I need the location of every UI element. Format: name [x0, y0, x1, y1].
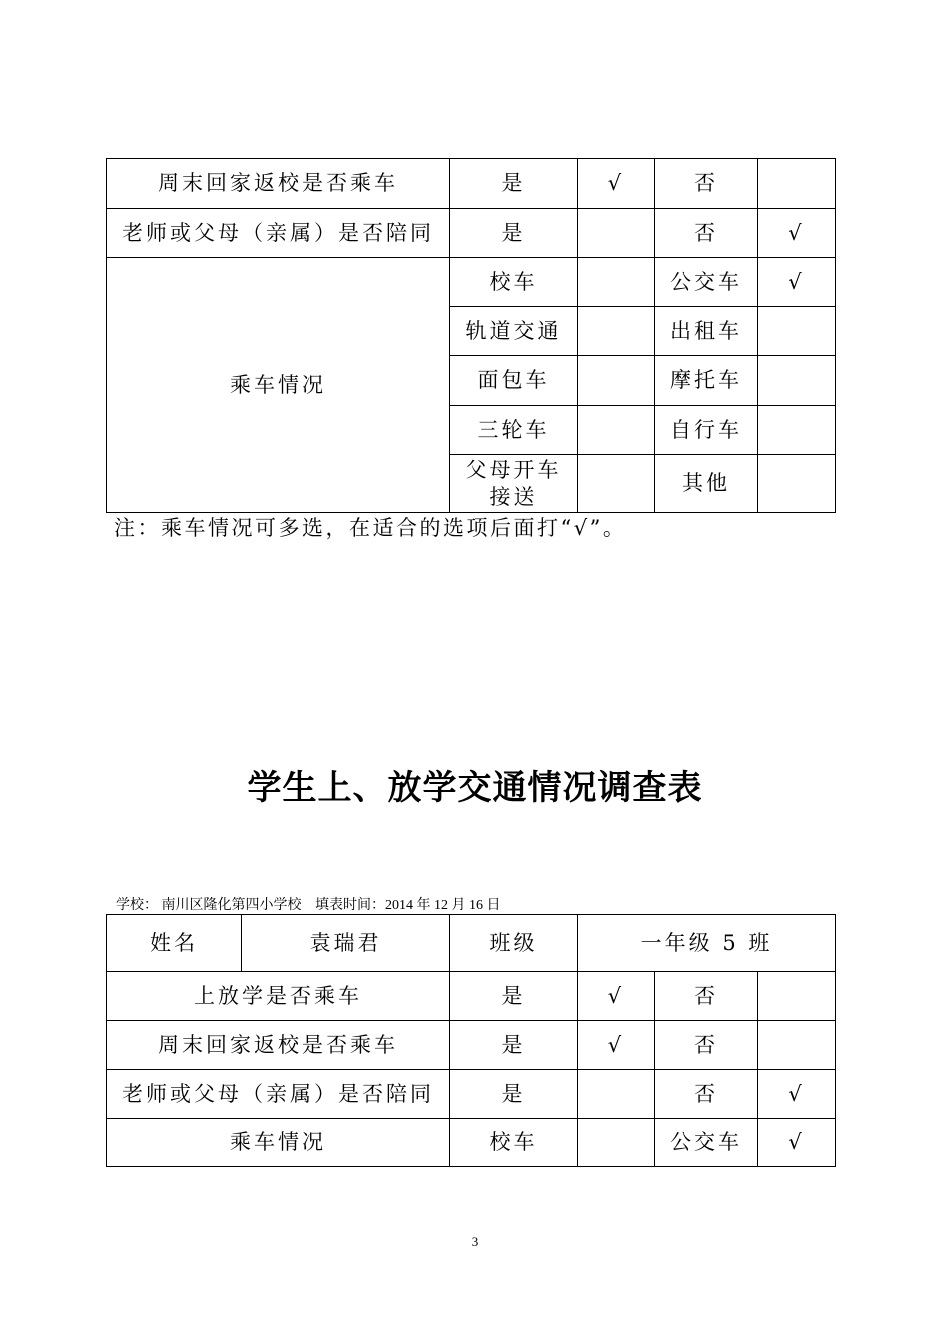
name-value[interactable]: 袁瑞君: [242, 915, 450, 972]
option-checkbox[interactable]: [758, 307, 836, 356]
option-label: 三轮车: [450, 406, 578, 455]
no-label: 否: [655, 972, 758, 1021]
option-label: 公交车: [655, 1119, 758, 1167]
option-label: 父母开车接送: [450, 455, 578, 513]
yes-checkbox[interactable]: √: [578, 1021, 655, 1070]
yes-checkbox[interactable]: √: [578, 972, 655, 1021]
table-row: [107, 258, 836, 307]
option-checkbox[interactable]: [578, 258, 655, 307]
no-checkbox[interactable]: [758, 1021, 836, 1070]
yes-label: 是: [450, 972, 578, 1021]
ride-situation-label: 乘车情况: [107, 258, 450, 513]
survey-table-continued: [106, 158, 836, 513]
yes-label: 是: [450, 1021, 578, 1070]
class-value[interactable]: 一年级 5 班: [578, 915, 836, 972]
yes-label: 是: [450, 159, 578, 209]
survey-table: [106, 914, 836, 1167]
no-checkbox[interactable]: [758, 972, 836, 1021]
name-label: 姓名: [107, 915, 242, 972]
class-label: 班级: [450, 915, 578, 972]
option-checkbox[interactable]: [578, 455, 655, 513]
option-label: 摩托车: [655, 356, 758, 406]
option-label: 校车: [450, 1119, 578, 1167]
option-label: 校车: [450, 258, 578, 307]
option-checkbox[interactable]: [758, 406, 836, 455]
option-checkbox[interactable]: [578, 1119, 655, 1167]
fill-date: 填表时间：2014 年 12 月 16 日: [315, 898, 501, 913]
question-label: 上放学是否乘车: [107, 972, 450, 1021]
option-label: 出租车: [655, 307, 758, 356]
option-label: 自行车: [655, 406, 758, 455]
page-number: 3: [471, 1234, 479, 1249]
table-row: [107, 159, 836, 209]
option-checkbox[interactable]: [578, 356, 655, 406]
table-row: [107, 209, 836, 258]
option-checkbox[interactable]: √: [758, 1119, 836, 1167]
table-row: [107, 1021, 836, 1070]
no-checkbox[interactable]: √: [758, 1070, 836, 1119]
table-row: [107, 1119, 836, 1167]
option-label: 其他: [655, 455, 758, 513]
page-title: 学生上、放学交通情况调查表: [247, 768, 703, 808]
no-checkbox[interactable]: √: [758, 209, 836, 258]
yes-label: 是: [450, 1070, 578, 1119]
question-label: 老师或父母（亲属）是否陪同: [107, 1070, 450, 1119]
option-label: 轨道交通: [450, 307, 578, 356]
option-checkbox[interactable]: [758, 356, 836, 406]
no-label: 否: [655, 159, 758, 209]
yes-checkbox[interactable]: √: [578, 159, 655, 209]
form-meta: [116, 894, 511, 914]
option-checkbox[interactable]: [758, 455, 836, 513]
option-checkbox[interactable]: [578, 307, 655, 356]
note-text: 注：乘车情况可多选，在适合的选项后面打“√”。: [114, 516, 627, 540]
table-row: [107, 915, 836, 972]
yes-label: 是: [450, 209, 578, 258]
yes-checkbox[interactable]: [578, 1070, 655, 1119]
question-label: 老师或父母（亲属）是否陪同: [107, 209, 450, 258]
no-label: 否: [655, 1021, 758, 1070]
option-label: 面包车: [450, 356, 578, 406]
school-label: 学校： 南川区隆化第四小学校: [116, 898, 302, 913]
no-label: 否: [655, 209, 758, 258]
option-checkbox[interactable]: [578, 406, 655, 455]
no-checkbox[interactable]: [758, 159, 836, 209]
ride-situation-label: 乘车情况: [107, 1119, 450, 1167]
table-row: [107, 972, 836, 1021]
no-label: 否: [655, 1070, 758, 1119]
question-label: 周末回家返校是否乘车: [107, 159, 450, 209]
option-checkbox[interactable]: √: [758, 258, 836, 307]
yes-checkbox[interactable]: [578, 209, 655, 258]
question-label: 周末回家返校是否乘车: [107, 1021, 450, 1070]
table-row: [107, 1070, 836, 1119]
option-label: 公交车: [655, 258, 758, 307]
